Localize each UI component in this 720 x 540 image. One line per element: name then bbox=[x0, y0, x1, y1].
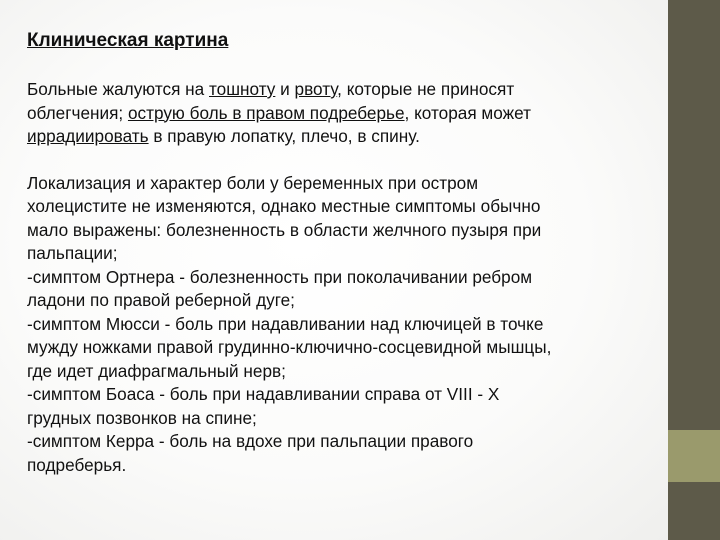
slide-content bbox=[27, 26, 662, 477]
text: , которые не приносят bbox=[337, 79, 515, 99]
complaints-paragraph bbox=[27, 78, 662, 149]
text-line: пальпации; bbox=[27, 243, 118, 263]
localization-paragraph bbox=[27, 172, 662, 478]
irradiate-term: иррадиировать bbox=[27, 126, 149, 146]
text-line: ладони по правой реберной дуге; bbox=[27, 290, 295, 310]
complaints-line-2 bbox=[27, 102, 662, 126]
text-line: подреберья. bbox=[27, 454, 127, 475]
text: облегчения; bbox=[27, 102, 128, 123]
text-line: где идет диафрагмальный нерв; bbox=[27, 360, 286, 381]
text: , которая может bbox=[404, 102, 531, 123]
boas-sign-line: -симптом Боаса - боль при надавливании справа от VIII - X bbox=[27, 384, 500, 404]
text-line: мало выражены: болезненность в области желчного пузыря при bbox=[27, 219, 542, 240]
sidebar-dark-top bbox=[668, 0, 720, 430]
text: Больные жалуются на bbox=[27, 79, 209, 99]
sidebar-dark-bottom bbox=[668, 482, 720, 540]
text-line: грудных позвонков на спине; bbox=[27, 407, 257, 428]
nausea-term: тошноту bbox=[209, 79, 276, 99]
ortner-sign-line: -симптом Ортнера - болезненность при поколачивании ребром bbox=[27, 266, 533, 287]
kehr-sign-line: -симптом Керра - боль на вдохе при пальпации правого bbox=[27, 431, 474, 451]
paragraph-spacer bbox=[27, 149, 662, 172]
sidebar-accent-block bbox=[668, 430, 720, 482]
pain-term: острую боль в правом подреберье bbox=[127, 102, 405, 123]
text-line: Локализация и характер боли у беременных при остром bbox=[27, 172, 479, 193]
complaints-line-1 bbox=[27, 78, 662, 102]
mussy-sign-line: -симптом Мюсси - боль при надавливании над ключицей в точке bbox=[27, 313, 544, 334]
vomiting-term: рвоту bbox=[294, 79, 338, 99]
slide-title: Клиническая картина bbox=[27, 30, 229, 51]
text-line: холецистите не изменяются, однако местные симптомы обычно bbox=[27, 196, 541, 216]
text-line: мужду ножками правой грудинно-ключично-сосцевидной мышцы, bbox=[27, 337, 552, 357]
text: и bbox=[275, 79, 295, 99]
text: в правую лопатку, плечо, в спину. bbox=[148, 126, 420, 146]
complaints-line-3 bbox=[27, 125, 662, 149]
